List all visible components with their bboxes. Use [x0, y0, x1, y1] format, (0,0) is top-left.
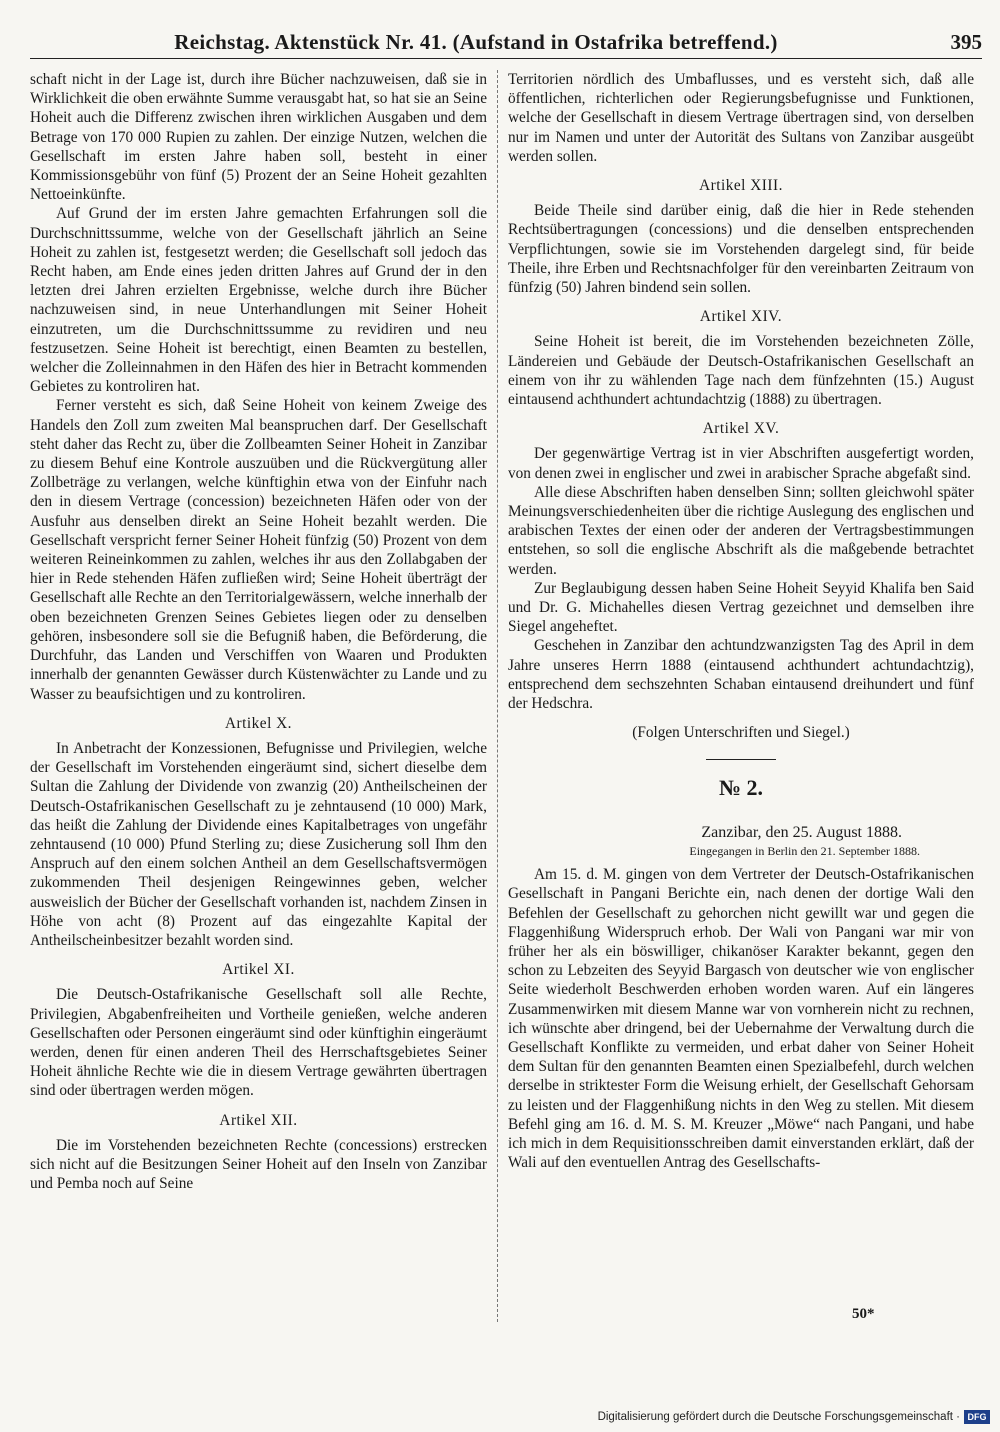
paragraph: Alle diese Abschriften haben denselben Sinn; sollten gleichwohl später Meinungsverschiedenheiten über die richtige Auslegung des englischen und arabischen Textes der einen oder der anderen der Vertragsbestimmungen entstehen, so soll die englische Abschrift als die maßgebende betrachtet werden.	[508, 483, 974, 578]
running-header	[30, 28, 982, 59]
paragraph: Die im Vorstehenden bezeichneten Rechte (concessions) erstrecken sich nicht auf die Besitzungen Seiner Hoheit auf den Inseln von Zanzibar und Pemba noch auf Seine	[30, 1136, 487, 1193]
document-number: № 2.	[718, 774, 764, 800]
dfg-logo: DFG	[964, 1410, 990, 1424]
credit-text: Digitalisierung gefördert durch die Deutsche Forschungsgemeinschaft ·	[597, 1411, 960, 1423]
paragraph: Geschehen in Zanzibar den achtundzwanzigsten Tag des April in dem Jahre unseres Herrn 1888 (eintausend achthundert achtundachtzig), entsprechend dem sechszehnten Schaban eintausend dreihundert und fünf der Hedschra.	[508, 637, 974, 713]
digitization-credit	[598, 1410, 990, 1424]
paragraph: Auf Grund der im ersten Jahre gemachten Erfahrungen soll die Durchschnittssumme, welche von der Gesellschaft jährlich an Seine Hoheit zu zahlen ist, festgesetzt werden; die Gesellschaft soll jedoch das Recht haben, am Ende eines jeden dritten Jahres auf Grund der in den letzten drei Jahren erzielten Ergebnisse, welche durch ihre Bücher nachzuweisen sind, in neue Unterhandlungen mit Seiner Hoheit einzutreten, um die Durchschnittssumme zu revidiren und neu festzusetzen. Seine Hoheit ist berechtigt, einen Beamten zu bestellen, welcher die Zolleinnahmen in den Häfen des hier in Betracht kommenden Gebietes zu kontroliren hat.	[30, 205, 487, 396]
dateline: Zanzibar, den 25. August 1888.	[701, 823, 902, 841]
paragraph: In Anbetracht der Konzessionen, Befugnisse und Privilegien, welche der Gesellschaft im Vorstehenden eingeräumt sind, sichert dieselbe dem Sultan die Zahlung der Dividende von zwanzig (20) Antheilscheinen der Deutsch-Ostafrikanischen Gesellschaft zu je zehntausend (10 000) Mark, das heißt die Zahlung der Dividende eines Kapitalbetrages von ungefähr zehntausend (10 000) Pfund Sterling zu; diese Zusicherung soll Ihm den Anspruch auf den einem solchen Antheil an dem Gesellschaftsvermögen zukommenden Theil desjenigen Reingewinnes geben, welcher ausweislich der Bücher der Gesellschaft vorhanden ist, nachdem Zinsen in Höhe von acht (8) Prozent auf das eingezahlte Kapital der Antheilscheinbesitzer bezahlt worden sind.	[30, 739, 487, 949]
paragraph: Zur Beglaubigung dessen haben Seine Hoheit Seyyid Khalifa ben Said und Dr. G. Michahelles diesen Vertrag gezeichnet und demselben ihre Siegel angeheftet.	[508, 579, 974, 636]
page-number: 395	[950, 30, 982, 54]
closing-note: (Folgen Unterschriften und Siegel.)	[632, 724, 850, 742]
paragraph: Beide Theile sind darüber einig, daß die hier in Rede stehenden Rechtsübertragungen (concessions) und die denselben entsprechenden Verpflichtungen, sowie sie im Vorstehenden dargelegt sind, für beide Theile, ihre Erben und Rechtsnachfolger für den vereinbarten Zeitraum von fünfzig (50) Jahren bindend sein sollen.	[508, 202, 974, 297]
paragraph: schaft nicht in der Lage ist, durch ihre Bücher nachzuweisen, daß sie in Wirklichkeit die oben erwähnte Summe verausgabt hat, so hat sie an Seine Hoheit auch die Differenz zwischen ihren wirklichen Ausgaben und dem Betrage von 170 000 Rupien zu zahlen. Der einzige Nutzen, welchen die Gesellschaft im ersten Jahre haben soll, besteht in einer Kommissionsgebühr von fünf (5) Prozent der an Seine Hoheit gezahlten Nettoeinkünfte.	[30, 71, 487, 204]
header-title: Reichstag. Aktenstück Nr. 41. (Aufstand in Ostafrika betreffend.)	[174, 30, 778, 54]
article-heading: Artikel XI.	[222, 961, 295, 979]
article-heading: Artikel XIV.	[699, 308, 783, 326]
column-divider	[497, 70, 498, 1322]
article-heading: Artikel X.	[224, 714, 293, 732]
paragraph: Der gegenwärtige Vertrag ist in vier Abschriften ausgefertigt worden, von denen zwei in englischer und zwei in arabischer Sprache abgefaßt sind.	[508, 445, 974, 482]
paragraph: Ferner versteht es sich, daß Seine Hoheit von keinem Zweige des Handels den Zoll zum zweiten Mal beanspruchen darf. Der Gesellschaft steht daher das Recht zu, über die Zollbeamten Seiner Hoheit in Zanzibar zu diesem Behuf eine Kontrole auszuüben und die Rückvergütung aller Zollbeträge zu verlangen, welche künftighin etwa von der Einfuhr nach den in diesem Vertrage (concession) bezeichneten Häfen oder von der Ausfuhr aus denselben direkt an Seine Hoheit bezahlt werden. Die Gesellschaft verspricht ferner Seiner Hoheit fünfzig (50) Prozent von dem weiteren Reineinkommen zu zahlen, welches ihr aus den Zollabgaben der hier in Rede stehenden Häfen zufließen wird; Seine Hoheit überträgt der Gesellschaft alle Rechte an den Territorialgewässern, welche innerhalb der oben bezeichneten Grenzen Seines Gebietes liegen oder zu denselben gehören, insbesondere soll sie die Befugniß haben, die Beförderung, die Durchfuhr, das Landen und Verschiffen von Waaren und Produkten innerhalb der genannten Gewässer durch Küstenwächter zu Lande und zu Wasser zu beaufsichtigen und zu kontroliren.	[30, 397, 487, 703]
article-heading: Artikel XV.	[702, 420, 780, 438]
article-heading: Artikel XIII.	[699, 177, 783, 195]
right-column	[508, 70, 974, 1172]
sheet-signature: 50*	[852, 1306, 875, 1322]
paragraph: Territorien nördlich des Umbaflusses, und es versteht sich, daß alle öffentlichen, richterlichen oder Regierungsbefugnisse und Funktionen, welche der Gesellschaft in diesem Vertrage übertragen sind, von derselben nur im Namen und unter der Autorität des Sultans von Zanzibar ausgeübt werden sollen.	[508, 71, 974, 165]
article-heading: Artikel XII.	[219, 1111, 298, 1129]
received-note: Eingegangen in Berlin den 21. September 1888.	[689, 843, 920, 858]
paragraph: Seine Hoheit ist bereit, die im Vorstehenden bezeichneten Zölle, Ländereien und Gebäude der Deutsch-Ostafrikanischen Gesellschaft an einem von ihr zu wählenden Tage nach dem fünfzehnten (15.) August eintausend achthundert achtundachtzig (1888) zu übertragen.	[508, 333, 974, 409]
paragraph: Am 15. d. M. gingen von dem Vertreter der Deutsch-Ostafrikanischen Gesellschaft in Pangani Berichte ein, nach denen der dortige Wali den Befehlen der Gesellschaft zu gehorchen nicht gewillt war und gegen die Flaggenhißung Widerspruch erhob. Der Wali von Pangani war mir von früher her als ein böswilliger, chikanöser Karakter bekannt, gegen den schon zu Lebzeiten des Seyyid Bargasch von deutscher wie von englischer Seite wiederholt Beschwerden erhoben worden waren. Auf ein längeres Zusammenwirken mit diesem Manne war von vornherein nicht zu rechnen, ich wünschte aber dringend, bei der Uebernahme der Verwaltung durch die Gesellschaft Konflikte zu vermeiden, und erbat daher von Seiner Hoheit dem Sultan für den genannten Beamten einen Spezialbefehl, durch welchen derselbe in striktester Form die Weisung erhielt, der Gesellschaft Gehorsam zu leisten und der Flaggenhißung nichts in den Weg zu stellen. Mit diesem Befehl ging am 16. d. M. S. M. Kreuzer „Möwe“ nach Pangani, und habe ich mich in dem Requisitionsschreiben damit einverstanden erklärt, daß der Wali auf den eventuellen Antrag des Gesellschafts-	[508, 866, 974, 1172]
section-rule	[706, 759, 776, 760]
left-column	[30, 70, 487, 1193]
paragraph: Die Deutsch-Ostafrikanische Gesellschaft soll alle Rechte, Privilegien, Abgabenfreiheiten und Vortheile genießen, welche anderen Gesellschaften oder Personen eingeräumt sind oder künftighin eingeräumt werden, denen für einen anderen Theil des Herrschaftsgebietes Seiner Hoheit ähnliche Rechte wie die in diesem Vertrage gewährten übertragen sind oder übertragen werden mögen.	[30, 986, 487, 1100]
